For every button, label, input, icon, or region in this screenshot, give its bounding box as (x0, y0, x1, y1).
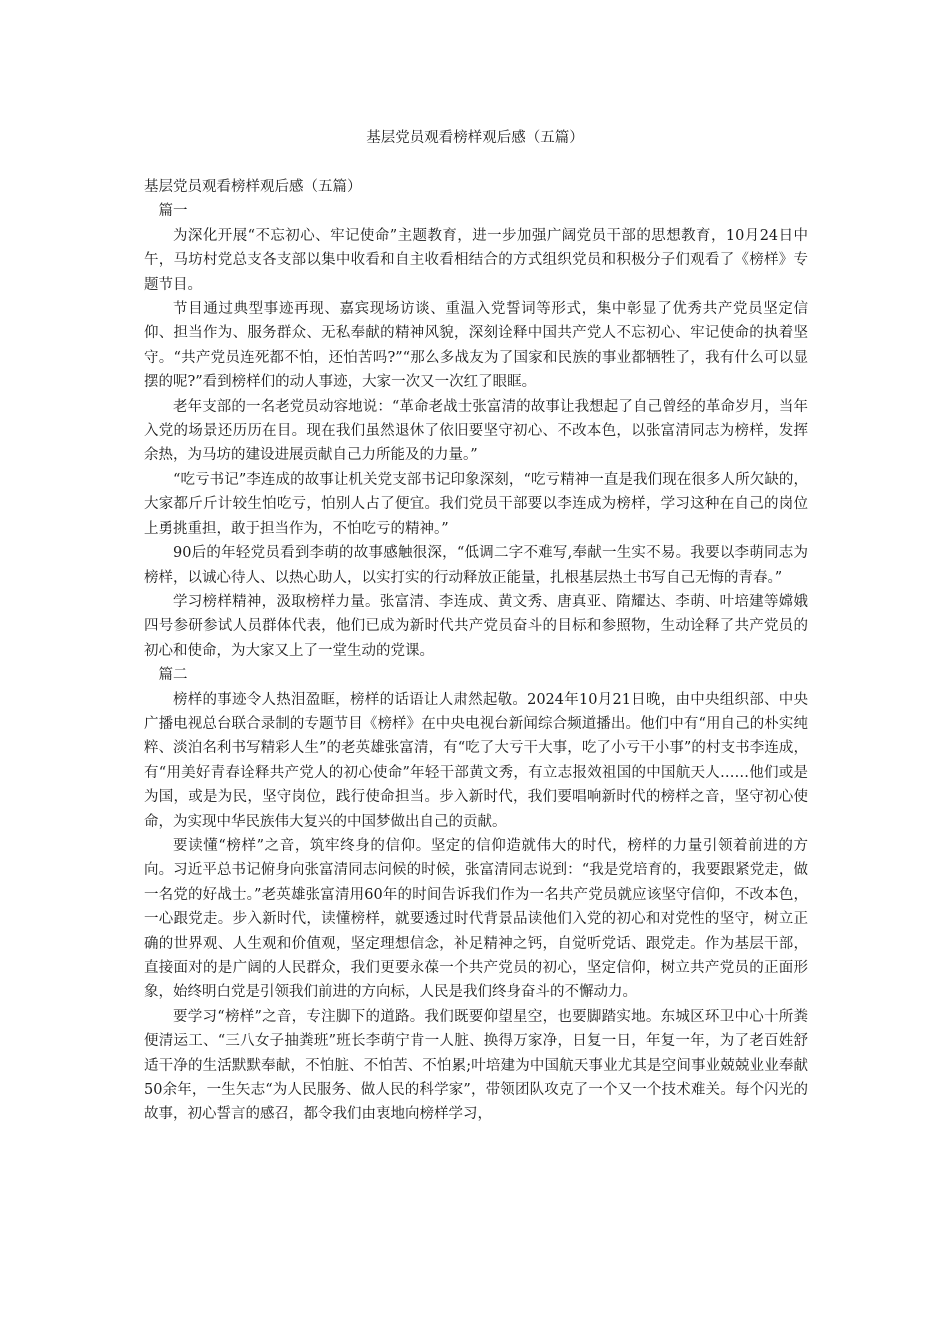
paragraph: 要学习“榜样”之音，专注脚下的道路。我们既要仰望星空，也要脚踏实地。东城区环卫中心十所粪便清运工、“三八女子抽粪班”班长李萌宁肯一人脏、换得万家净，日复一日，年复一年，为了老百姓舒适干净的生活默默奉献，不怕脏、不怕苦、不怕累;叶培建为中国航天事业尤其是空间事业兢兢业业奉献50余年，一生矢志“为人民服务、做人民的科学家”，带领团队攻克了一个又一个技术难关。每个闪光的故事，初心誓言的感召，都令我们由衷地向榜样学习， (144, 1008, 808, 1123)
document-title: 基层党员观看榜样观后感（五篇） (366, 130, 584, 146)
paragraph: 榜样的事迹令人热泪盈眶，榜样的话语让人肃然起敬。2024年10月21日晚，由中央组织部、中央广播电视总台联合录制的专题节目《榜样》在中央电视台新闻综合频道播出。他们中有“用自己的朴实纯粹、淡泊名利书写精彩人生”的老英雄张富清，有“吃了大亏干大事，吃了小亏干小事”的村支书李连成，有“用美好青春诠释共产党人的初心使命”年轻干部黄文秀，有立志报效祖国的中国航天人……他们或是为国，或是为民，坚守岗位，践行使命担当。步入新时代，我们要唱响新时代的榜样之音，坚守初心使命，为实现中华民族伟大复兴的中国梦做出自己的贡献。 (144, 691, 808, 830)
paragraph: 为深化开展“不忘初心、牢记使命”主题教育，进一步加强广阔党员干部的思想教育，10月24日中午，马坊村党总支各支部以集中收看和自主收看相结合的方式组织党员和积极分子们观看了《榜样》专题节目。 (144, 227, 808, 293)
section-heading-1: 篇一 (158, 203, 188, 220)
paragraph: 90后的年轻党员看到李萌的故事感触很深，“低调二字不难写,奉献一生实不易。我要以李萌同志为榜样，以诚心待人、以热心助人，以实打实的行动释放正能量，扎根基层热土书写自己无悔的青春。” (144, 545, 808, 586)
paragraph: 节目通过典型事迹再现、嘉宾现场访谈、重温入党誓词等形式，集中彰显了优秀共产党员坚定信仰、担当作为、服务群众、无私奉献的精神风貌，深刻诠释中国共产党人不忘初心、牢记使命的执着坚守。“共产党员连死都不怕，还怕苦吗?”“那么多战友为了国家和民族的事业都牺牲了，我有什么可以显摆的呢?”看到榜样们的动人事迹，大家一次又一次红了眼眶。 (144, 301, 808, 391)
paragraph: 老年支部的一名老党员动容地说：“革命老战士张富清的故事让我想起了自己曾经的革命岁月，当年入党的场景还历历在目。现在我们虽然退休了依旧要坚守初心、不改本色，以张富清同志为榜样，发挥余热，为马坊的建设进展贡献自己力所能及的力量。” (144, 398, 808, 464)
document-subtitle: 基层党员观看榜样观后感（五篇） (144, 179, 362, 195)
document-body (144, 175, 808, 1127)
paragraph: 学习榜样精神，汲取榜样力量。张富清、李连成、黄文秀、唐真亚、隋耀达、李萌、叶培建等嫦娥四号参研参试人员群体代表，他们已成为新时代共产党员奋斗的目标和参照物，生动诠释了共产党员的初心和使命，为大家又上了一堂生动的党课。 (144, 593, 808, 659)
paragraph: “吃亏书记”李连成的故事让机关党支部书记印象深刻，“吃亏精神一直是我们现在很多人所欠缺的，大家都斤斤计较生怕吃亏，怕别人占了便宜。我们党员干部要以李连成为榜样，学习这种在自己的岗位上勇挑重担，敢于担当作为，不怕吃亏的精神。” (144, 471, 808, 537)
section-heading-2: 篇二 (158, 667, 188, 684)
paragraph: 要读懂“榜样”之音，筑牢终身的信仰。坚定的信仰造就伟大的时代，榜样的力量引领着前进的方向。习近平总书记俯身向张富清同志问候的时候，张富清同志说到：“我是党培育的，我要跟紧党走，做一名党的好战士。”老英雄张富清用60年的时间告诉我们作为一名共产党员就应该坚守信仰，不改本色，一心跟党走。步入新时代，读懂榜样，就要透过时代背景品读他们入党的初心和对党性的坚守，树立正确的世界观、人生观和价值观，坚定理想信念，补足精神之钙，自觉听党话、跟党走。作为基层干部，直接面对的是广阔的人民群众，我们更要永葆一个共产党员的初心，坚定信仰，树立共产党员的正面形象，始终明白党是引领我们前进的方向标，人民是我们终身奋斗的不懈动力。 (144, 837, 808, 1001)
